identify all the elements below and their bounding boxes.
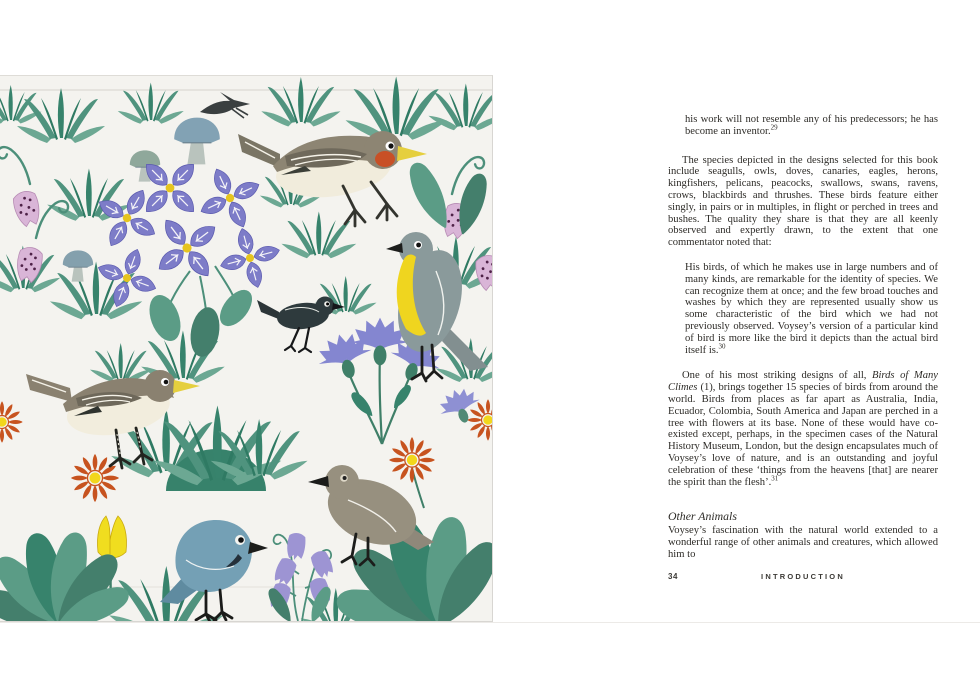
- harebells: [265, 532, 336, 622]
- section-heading-other-animals: Other Animals: [668, 509, 737, 524]
- quote-continuation-text: his work will not resemble any of his predecessors; he has become an inventor.: [685, 114, 938, 137]
- flying-swallow-silhouette: [200, 92, 250, 118]
- running-title: INTRODUCTION: [761, 572, 845, 581]
- page-number: 34: [668, 572, 678, 581]
- page-footer: [668, 572, 938, 584]
- walking-pied-bird: [26, 370, 200, 468]
- left-page-illustration: [0, 75, 493, 622]
- grass-mound: [154, 406, 308, 492]
- quote-continuation: [685, 114, 938, 138]
- birds-of-many-climes-illustration: [0, 76, 493, 622]
- footnote-ref-29: 29: [770, 123, 778, 132]
- violet-flower-cluster: [92, 159, 287, 359]
- paragraph-species: The species depicted in the designs selected for this book include seagulls, owls, doves, canaries, eagles, herons, kingfishers, pelicans, peacocks, swallows, swans, ravens, crows, blackbirds and thrushes. These birds feature either singly, in pairs or in multiples, in flight or perched in trees and bushes. The quality they share is that they are all keenly observed and expertly drawn, to the extent that one commentator noted that:: [668, 154, 938, 249]
- page-bottom-edge: [0, 622, 980, 623]
- paragraph-text-after: (1), brings together 15 species of birds from around the world. Birds from places as far apart as Australia, India, Ecuador, Colombia, South America and Japan are perched in a tree with flowers at its base. None of these would have co-existed except, perhaps, in the specimen cases of the Natural History Museum, London, but the design encapsulates much of Voysey’s love of nature, and is an outstanding and joyful celebration of these ‘things from the heavens [that] are nearer the spirit than the flesh’.: [668, 382, 938, 488]
- right-page-text-column: [668, 114, 938, 561]
- paragraph-other-animals: Voysey’s fascination with the natural world extended to a wonderful range of other animals and creatures, which allowed him to: [668, 525, 938, 560]
- paragraph-birds-of-many-climes: [668, 370, 938, 488]
- blue-bird: [160, 520, 268, 622]
- blockquote-text: His birds, of which he makes use in large numbers and of many kinds, are remarkable for the identity of species. We can recognize them at once; and the few broad touches and washes by which they are represented usually show us some characteristic of the bird which we had not previously observed. Voysey’s version of a particular kind of bird is more like the bird it depicts than the actual bird itself is.: [685, 261, 938, 356]
- paragraph-text-before: One of his most striking designs of all,: [682, 370, 872, 382]
- footnote-ref-31: 31: [771, 473, 779, 482]
- footnote-ref-30: 30: [718, 342, 726, 351]
- book-design-title-italic: Birds of Many Climes: [668, 370, 938, 394]
- blockquote-his-birds: [685, 262, 938, 356]
